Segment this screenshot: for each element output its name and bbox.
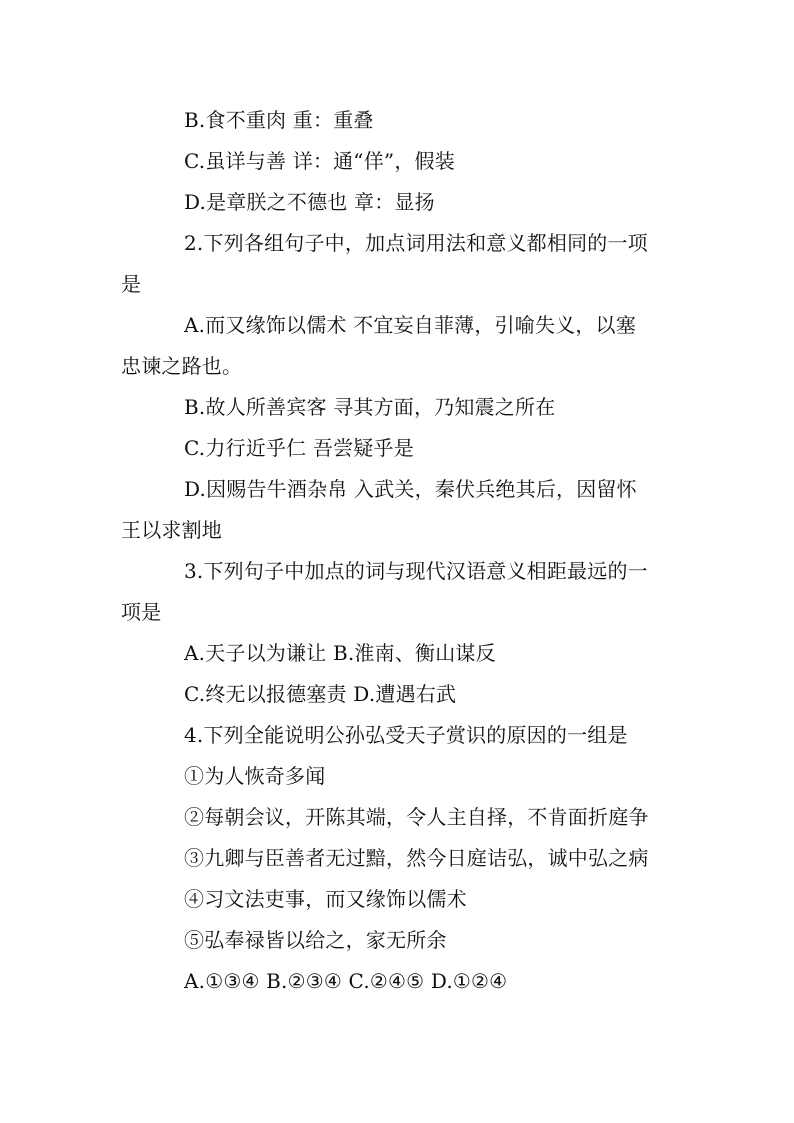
question-2-option-a-line-2: 忠谏之路也。 bbox=[121, 354, 243, 378]
question-2-option-c: C.力行近乎仁 吾尝疑乎是 bbox=[184, 436, 414, 460]
question-4-stem: 4.下列全能说明公孙弘受天子赏识的原因的一组是 bbox=[184, 723, 628, 747]
question-4-item-4: ④习文法吏事，而又缘饰以儒术 bbox=[184, 887, 467, 911]
question-3-line-2: 项是 bbox=[121, 600, 162, 624]
question-2-option-b: B.故人所善宾客 寻其方面，乃知震之所在 bbox=[184, 395, 556, 419]
question-4-item-2: ②每朝会议，开陈其端，令人主自择，不肯面折庭争 bbox=[184, 805, 649, 829]
question-4-item-5: ⑤弘奉禄皆以给之，家无所余 bbox=[184, 928, 447, 952]
question-4-item-1: ①为人恢奇多闻 bbox=[184, 764, 326, 788]
question-2-option-d-line-2: 王以求割地 bbox=[121, 518, 222, 542]
question-2-option-d-line-1: D.因赐告牛酒杂帛 入武关，秦伏兵绝其后，因留怀 bbox=[184, 477, 637, 501]
option-line-b-1: B.食不重肉 重：重叠 bbox=[184, 108, 374, 132]
question-2-option-a-line-1: A.而又缘饰以儒术 不宜妄自菲薄，引喻失义，以塞 bbox=[184, 313, 636, 337]
question-4-item-3: ③九卿与臣善者无过黯，然今日庭诘弘，诚中弘之病 bbox=[184, 846, 649, 870]
question-2-line-2: 是 bbox=[121, 272, 142, 296]
question-3-options-cd: C.终无以报德塞责 D.遭遇右武 bbox=[184, 682, 457, 706]
option-line-d-1: D.是章朕之不德也 章：显扬 bbox=[184, 190, 435, 214]
question-4-options: A.①③④ B.②③④ C.②④⑤ D.①②④ bbox=[184, 969, 508, 993]
question-3-line-1: 3.下列句子中加点的词与现代汉语意义相距最远的一 bbox=[184, 559, 648, 583]
option-line-c-1: C.虽详与善 详：通“佯”，假装 bbox=[184, 149, 455, 173]
question-2-line-1: 2.下列各组句子中，加点词用法和意义都相同的一项 bbox=[184, 231, 648, 255]
question-3-options-ab: A.天子以为谦让 B.淮南、衡山谋反 bbox=[184, 641, 496, 665]
